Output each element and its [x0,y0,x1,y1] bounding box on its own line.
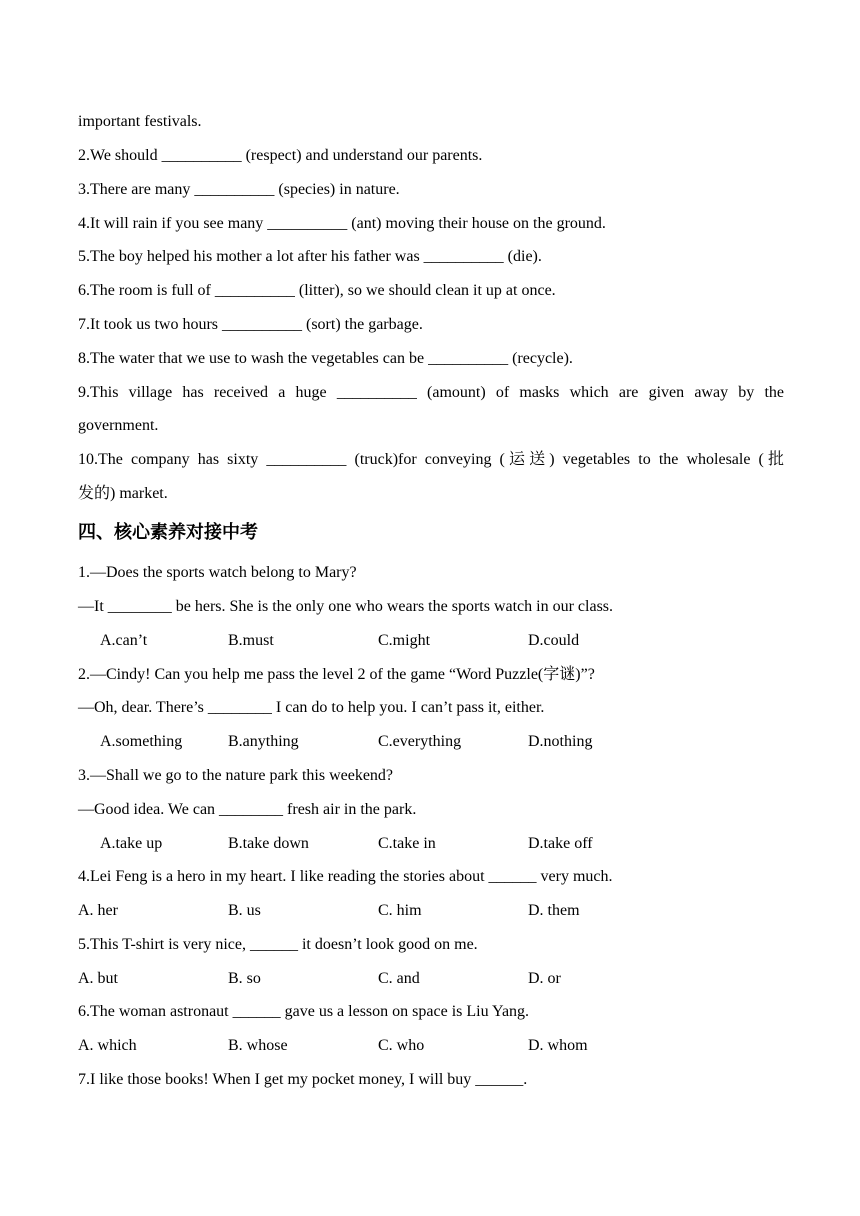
mc-question-1-line2: —It ________ be hers. She is the only one who wears the sports watch in our class. [78,598,614,615]
mc-question-3-line2: —Good idea. We can ________ fresh air in the park. [78,801,417,818]
option-b: B.take down [228,835,309,852]
option-d: D. them [528,902,580,919]
option-a: A.something [100,733,183,750]
mc-question-7: 7.I like those books! When I get my pocket money, I will buy ______. [78,1071,528,1088]
mc-question-2-line1: 2.—Cindy! Can you help me pass the level 2 of the game “Word Puzzle(字谜)”? [78,666,595,683]
fill-question-5: 5.The boy helped his mother a lot after his father was __________ (die). [78,248,542,265]
fill-question-9-line1: 9.This village has received a huge __________ (amount) of masks which are given away by the [78,384,784,401]
option-d: D. or [528,970,561,987]
option-c: C. him [378,902,422,919]
fill-question-6: 6.The room is full of __________ (litter), so we should clean it up at once. [78,282,556,299]
fill-question-3: 3.There are many __________ (species) in nature. [78,181,400,198]
option-c: C. who [378,1037,425,1054]
mc-question-1-line1: 1.—Does the sports watch belong to Mary? [78,564,357,581]
option-c: C.take in [378,835,436,852]
q1-continuation: important festivals. [78,113,202,130]
option-b: B. us [228,902,261,919]
fill-question-7: 7.It took us two hours __________ (sort) the garbage. [78,316,423,333]
option-a: A. but [78,970,118,987]
mc-question-5: 5.This T-shirt is very nice, ______ it doesn’t look good on me. [78,936,478,953]
option-d: D. whom [528,1037,588,1054]
fill-question-10-line1: 10.The company has sixty __________ (truck)for conveying (运送) vegetables to the wholesale (批 [78,451,784,468]
option-c: C. and [378,970,420,987]
fill-question-2: 2.We should __________ (respect) and understand our parents. [78,147,483,164]
option-b: B.anything [228,733,299,750]
option-d: D.could [528,632,580,649]
option-b: B. whose [228,1037,288,1054]
option-b: B. so [228,970,261,987]
mc-question-6-options [0,1036,860,1056]
option-a: A.can’t [100,632,148,649]
fill-question-10-line2: 发的) market. [78,485,168,502]
mc-question-6: 6.The woman astronaut ______ gave us a lesson on space is Liu Yang. [78,1003,530,1020]
mc-question-4-options [0,901,860,921]
option-a: A.take up [100,835,163,852]
mc-question-3-options [0,834,860,854]
option-b: B.must [228,632,274,649]
mc-question-2-options [0,732,860,752]
fill-question-4: 4.It will rain if you see many __________ (ant) moving their house on the ground. [78,215,606,232]
option-a: A. which [78,1037,137,1054]
mc-question-5-options [0,969,860,989]
fill-question-9-line2: government. [78,417,159,434]
option-c: C.might [378,632,431,649]
option-d: D.take off [528,835,593,852]
mc-question-1-options [0,631,860,651]
mc-question-3-line1: 3.—Shall we go to the nature park this weekend? [78,767,394,784]
option-a: A. her [78,902,118,919]
option-c: C.everything [378,733,462,750]
mc-question-2-line2: —Oh, dear. There’s ________ I can do to help you. I can’t pass it, either. [78,699,545,716]
section-heading: 四、核心素养对接中考 [78,522,258,543]
fill-question-8: 8.The water that we use to wash the vegetables can be __________ (recycle). [78,350,573,367]
option-d: D.nothing [528,733,593,750]
mc-question-4: 4.Lei Feng is a hero in my heart. I like reading the stories about ______ very much. [78,868,613,885]
